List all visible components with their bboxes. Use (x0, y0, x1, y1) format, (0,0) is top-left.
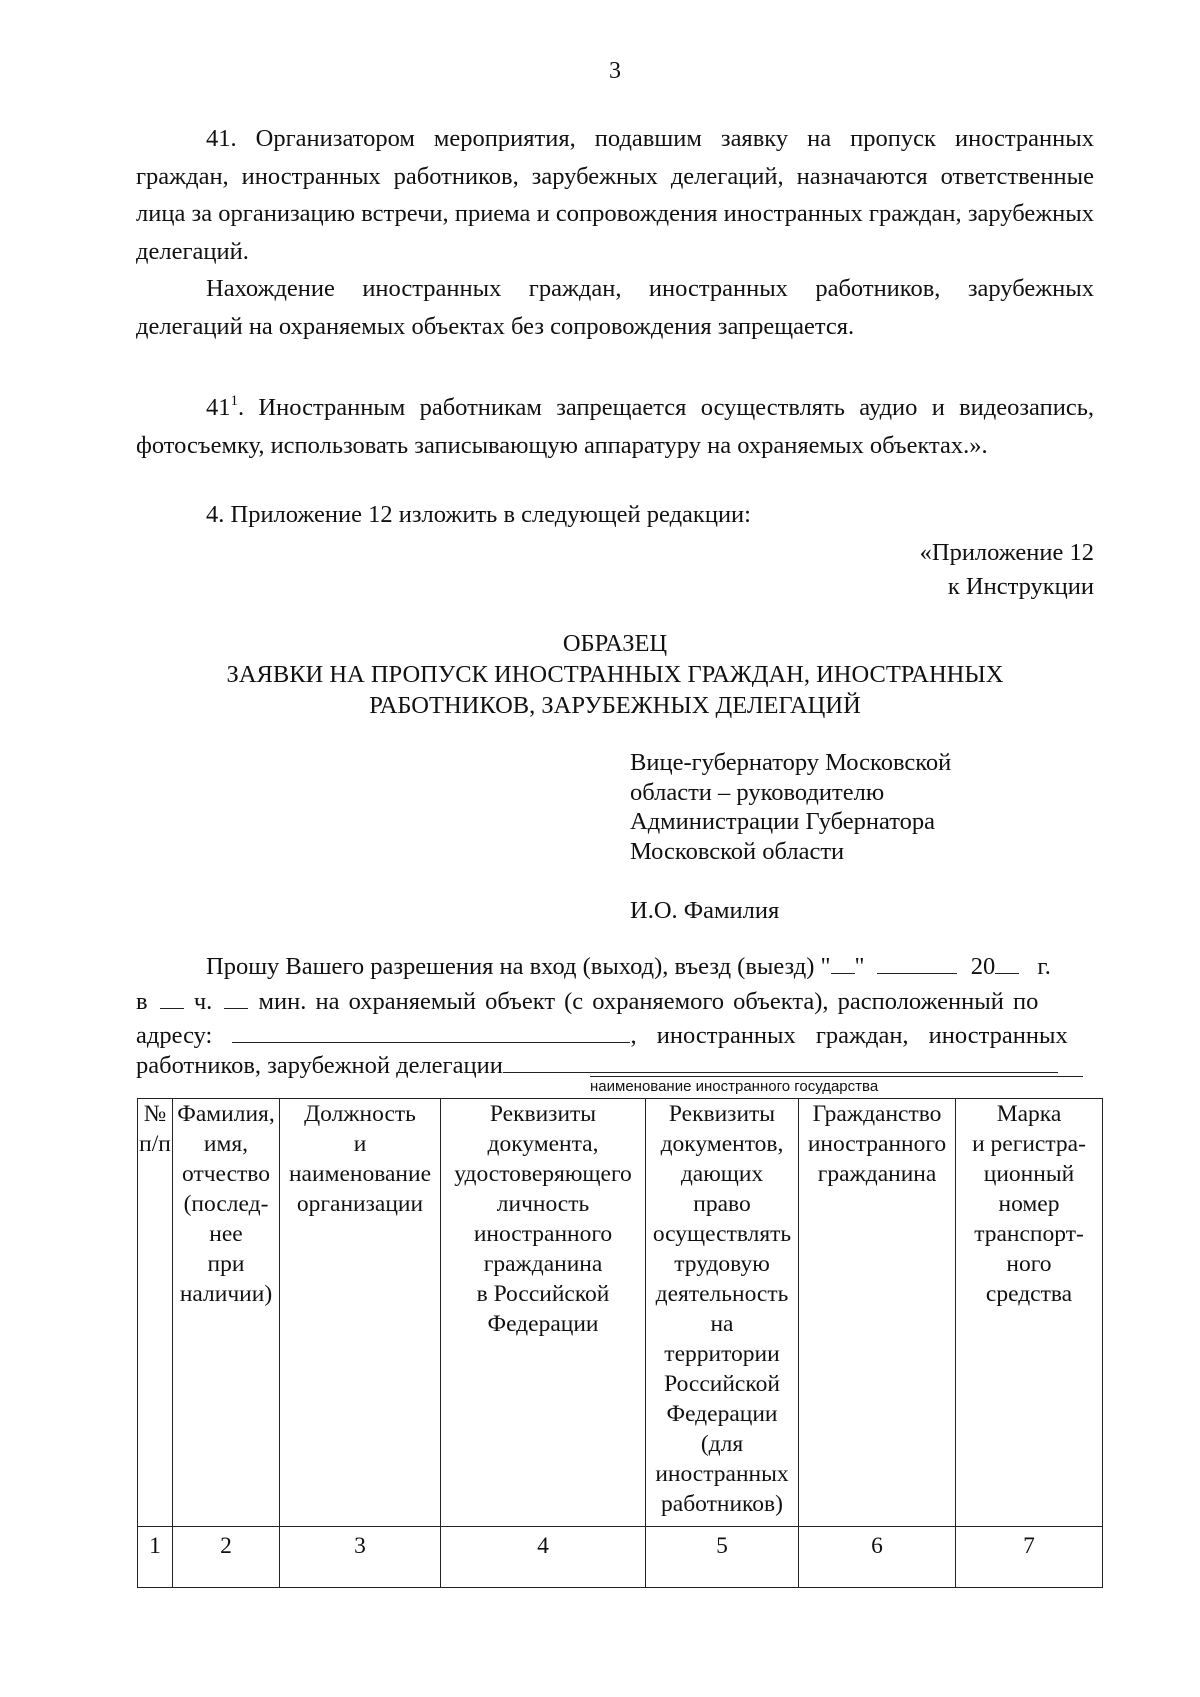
header-cell-7: Марка и регистра- ционный номер транспорт- ного средства (956, 1099, 1103, 1527)
header-cell-1: № п/п (138, 1099, 173, 1527)
header-cell-6: Гражданство иностранного гражданина (799, 1099, 956, 1527)
column-number-4: 4 (441, 1527, 646, 1588)
addressee-line-1: Вице-губернатору Московской (630, 749, 952, 776)
table-header-row (138, 1099, 1103, 1527)
request-line-4: работников, зарубежной делегации (136, 1052, 1094, 1080)
addressee-line-2: области – руководителю (630, 778, 885, 806)
column-number-3: 3 (280, 1527, 441, 1588)
foreigners-table (137, 1098, 1103, 1588)
delegation-blank (503, 1052, 1058, 1073)
header-cell-3: Должность и наименование организации (280, 1099, 441, 1527)
paragraph-41-1-number: 41 (206, 394, 231, 421)
column-number-2: 2 (173, 1527, 280, 1588)
year-blank (995, 953, 1019, 974)
address-blank (232, 1022, 630, 1043)
form-title-line-1: ОБРАЗЕЦ (562, 630, 668, 657)
request-line-1: Прошу Вашего разрешения на вход (выход), въезд (выезд) " " 20 г. (206, 953, 1051, 980)
appendix-line-1: «Приложение 12 (919, 539, 1094, 566)
addressee-line-4: Московской области (630, 837, 845, 865)
addressee-block (630, 748, 951, 926)
paragraph-41-1 (136, 383, 1094, 464)
addressee-line-3: Администрации Губернатора (630, 808, 935, 835)
hour-blank (160, 988, 184, 1009)
request-line-2: в ч. мин. на охраняемый объект (с охраняемого объекта), расположенный по (136, 988, 1039, 1015)
column-number-7: 7 (956, 1527, 1103, 1588)
day-blank (831, 953, 855, 974)
addressee-name: И.О. Фамилия (630, 897, 780, 924)
column-number-6: 6 (799, 1527, 956, 1588)
paragraph-4: 4. Приложение 12 изложить в следующей редакции: (206, 501, 751, 528)
appendix-line-2: к Инструкции (947, 573, 1094, 600)
column-number-5: 5 (646, 1527, 799, 1588)
header-cell-5: Реквизиты документов, дающих право осуществлять трудовую деятельность на территории Российской Федерации (для иностранных работников) (646, 1099, 799, 1527)
form-title-line-2: ЗАЯВКИ НА ПРОПУСК ИНОСТРАННЫХ ГРАЖДАН, ИНОСТРАННЫХ (226, 661, 1004, 688)
form-title-line-3: РАБОТНИКОВ, ЗАРУБЕЖНЫХ ДЕЛЕГАЦИЙ (369, 692, 861, 719)
column-number-1: 1 (138, 1527, 173, 1588)
form-title (136, 628, 1094, 721)
paragraph-41-1-text: . Иностранным работникам запрещается осуществлять аудио и видеозапись, фотосъемку, использовать записывающую аппаратуру на охраняемых объектах.». (136, 394, 1094, 459)
table-number-row (138, 1527, 1103, 1588)
header-cell-4: Реквизиты документа, удостоверяющего личность иностранного гражданина в Российской Федерации (441, 1099, 646, 1527)
minute-blank (224, 988, 248, 1009)
page-number: 3 (609, 58, 621, 84)
paragraph-41-stay: Нахождение иностранных граждан, иностранных работников, зарубежных делегаций на охраняемых объектах без сопровождения запрещается. (136, 275, 1094, 340)
month-blank (877, 953, 957, 974)
paragraph-41-1-superscript: 1 (230, 393, 238, 409)
state-name-caption: наименование иностранного государства (590, 1076, 1083, 1095)
appendix-label (920, 536, 1094, 604)
header-cell-2: Фамилия, имя, отчество (послед- нее при наличии) (173, 1099, 280, 1527)
paragraph-41: 41. Организатором мероприятия, подавшим заявку на пропуск иностранных граждан, иностранных работников, зарубежных делегаций, назначаются ответственные лица за организацию встречи, приема и сопровождения иностранных граждан, зарубежных делегаций. (136, 125, 1094, 265)
request-line-3: адресу: , иностранных граждан, иностранных (136, 1022, 1068, 1049)
